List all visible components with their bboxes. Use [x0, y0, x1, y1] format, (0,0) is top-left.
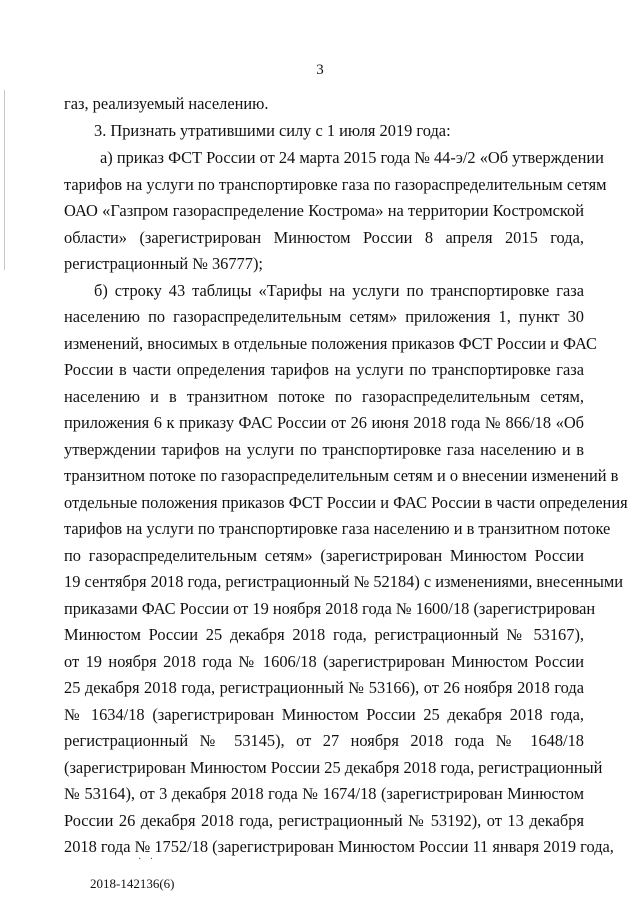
text-line: тарифов на услуги по транспортировке газа населению и в транзитном потоке [64, 519, 611, 538]
text-line: 3. Признать утратившими силу с 1 июля 2019 года: [94, 121, 451, 140]
text-line: газ, реализуемый населению. [64, 94, 269, 113]
text-line: 2018 года № 1752/18 (зарегистрирован Минюстом России 11 января 2019 года, [64, 837, 614, 856]
text-line: тарифов на услуги по транспортировке газа по газораспределительным сетям [64, 175, 607, 194]
text-line: б) строку 43 таблицы «Тарифы на услуги по транспортировке газа [94, 281, 584, 300]
text-line: утверждении тарифов на услуги по транспортировке газа населению и в [64, 440, 584, 459]
text-line: населению и в транзитном потоке по газораспределительным сетям, [64, 387, 584, 406]
text-line: населению по газораспределительным сетям» приложения 1, пункт 30 [64, 307, 584, 326]
text-line: приказами ФАС России от 19 ноября 2018 года № 1600/18 (зарегистрирован [64, 599, 596, 618]
text-line: России 26 декабря 2018 года, регистрационный № 53192), от 13 декабря [64, 811, 584, 830]
text-line: от 19 ноября 2018 года № 1606/18 (зарегистрирован Минюстом России [64, 652, 584, 671]
page-number: 3 [316, 62, 324, 78]
scan-marks: · · [138, 854, 157, 865]
text-line: регистрационный № 53145), от 27 ноября 2018 года № 1648/18 [64, 731, 584, 750]
text-line: № 1634/18 (зарегистрирован Минюстом России 25 декабря 2018 года, [64, 705, 584, 724]
text-line: ОАО «Газпром газораспределение Кострома» на территории Костромской [64, 201, 584, 220]
text-line: 25 декабря 2018 года, регистрационный № 53166), от 26 ноября 2018 года [64, 678, 584, 697]
text-line: 19 сентября 2018 года, регистрационный № 52184) с изменениями, внесенными [64, 572, 624, 591]
text-line: по газораспределительным сетям» (зарегистрирован Минюстом России [64, 546, 584, 565]
text-line: Минюстом России 25 декабря 2018 года, регистрационный № 53167), [64, 625, 584, 644]
text-line: (зарегистрирован Минюстом России 25 декабря 2018 года, регистрационный [64, 758, 603, 777]
text-line: изменений, вносимых в отдельные положения приказов ФСТ России и ФАС [64, 334, 597, 353]
scan-edge-line [4, 90, 5, 270]
text-line: № 53164), от 3 декабря 2018 года № 1674/18 (зарегистрирован Минюстом [64, 784, 584, 803]
text-line: транзитном потоке по газораспределительным сетям и о внесении изменений в [64, 466, 619, 485]
text-line: а) приказ ФСТ России от 24 марта 2015 года № 44-э/2 «Об утверждении [100, 148, 604, 167]
text-line: России в части определения тарифов на услуги по транспортировке газа [64, 360, 584, 379]
text-line: отдельные положения приказов ФСТ России и ФАС России в части определения [64, 493, 628, 512]
text-line: области» (зарегистрирован Минюстом России 8 апреля 2015 года, [64, 228, 584, 247]
text-line: приложения 6 к приказу ФАС России от 26 июня 2018 года № 866/18 «Об [64, 413, 584, 432]
text-line: регистрационный № 36777); [64, 254, 263, 273]
document-code: 2018-142136(6) [90, 876, 175, 891]
